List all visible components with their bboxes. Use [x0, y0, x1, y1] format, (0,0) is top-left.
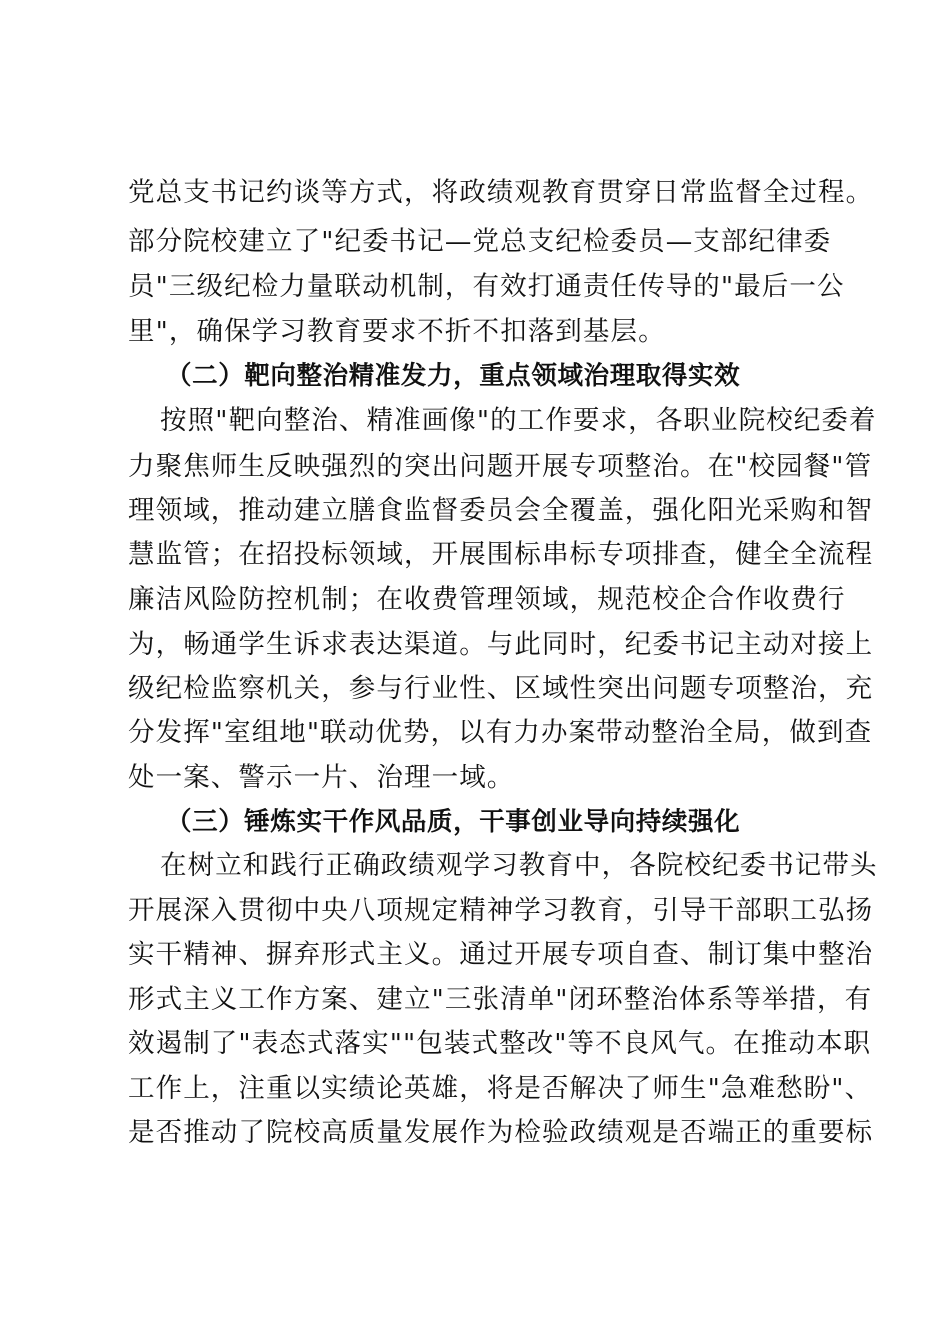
paragraph-line: 员"三级纪检力量联动机制，有效打通责任传导的"最后一公: [128, 271, 845, 302]
paragraph-line: 级纪检监察机关，参与行业性、区域性突出问题专项整治，充: [128, 673, 874, 704]
paragraph-line: 在树立和践行正确政绩观学习教育中，各院校纪委书记带头: [160, 850, 878, 881]
paragraph-line: 形式主义工作方案、建立"三张清单"闭环整治体系等举措，有: [128, 984, 873, 1015]
paragraph-line: 理领域，推动建立膳食监督委员会全覆盖，强化阳光采购和智: [128, 495, 874, 526]
paragraph-line: 效遏制了"表态式落实""包装式整改"等不良风气。在推动本职: [128, 1028, 872, 1059]
paragraph-line: 党总支书记约谈等方式，将政绩观教育贯穿日常监督全过程。: [128, 177, 874, 208]
section-heading-2: （二）靶向整治精准发力，重点领域治理取得实效: [166, 361, 741, 391]
paragraph-line: 为，畅通学生诉求表达渠道。与此同时，纪委书记主动对接上: [128, 629, 874, 660]
paragraph-line: 实干精神、摒弃形式主义。通过开展专项自查、制订集中整治: [128, 939, 874, 970]
paragraph-line: 工作上，注重以实绩论英雄，将是否解决了师生"急难愁盼"、: [128, 1073, 873, 1104]
paragraph-line: 处一案、警示一片、治理一域。: [128, 762, 515, 793]
paragraph-line: 里"，确保学习教育要求不折不扣落到基层。: [128, 316, 666, 347]
paragraph-line: 分发挥"室组地"联动优势，以有力办案带动整治全局，做到查: [128, 717, 873, 748]
paragraph-line: 是否推动了院校高质量发展作为检验政绩观是否端正的重要标: [128, 1117, 874, 1148]
paragraph-line: 慧监管；在招投标领域，开展围标串标专项排查，健全全流程: [128, 539, 874, 570]
paragraph-line: 开展深入贯彻中央八项规定精神学习教育，引导干部职工弘扬: [128, 895, 874, 926]
paragraph-line: 廉洁风险防控机制；在收费管理领域，规范校企合作收费行: [128, 584, 846, 615]
paragraph-line: 部分院校建立了"纪委书记—党总支纪检委员—支部纪律委: [128, 226, 832, 257]
paragraph-line: 按照"靶向整治、精准画像"的工作要求，各职业院校纪委着: [160, 405, 877, 436]
section-heading-3: （三）锤炼实干作风品质，干事创业导向持续强化: [166, 807, 741, 837]
paragraph-line: 力聚焦师生反映强烈的突出问题开展专项整治。在"校园餐"管: [128, 451, 873, 482]
